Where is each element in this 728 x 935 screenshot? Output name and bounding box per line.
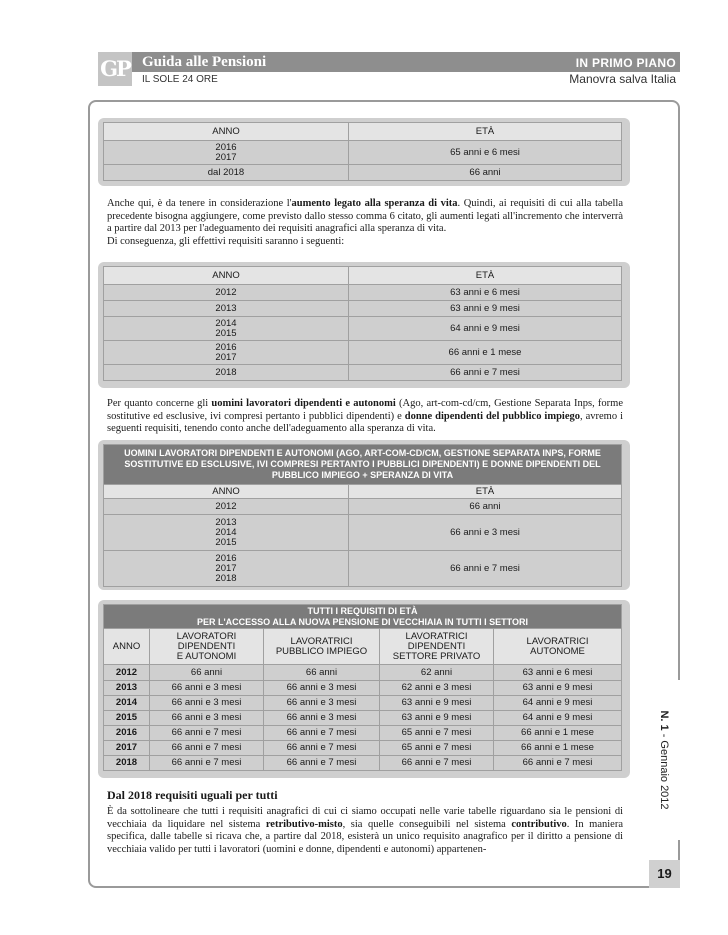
table-cell: 66 anni e 7 mesi — [264, 726, 380, 741]
text-span: Anche qui, è da tenere in considerazione l' — [107, 198, 292, 209]
text-span: (Ago, art-com-cd/cm, Gestione Separata Inps, forme sostitutive ed esclusive, ivi compresi pertanto i pubblici dipendenti) e — [107, 398, 623, 422]
table2-header-anno: ANNO — [104, 267, 349, 285]
paragraph-requisiti-uguali — [107, 806, 623, 856]
table-cell: 2012 — [104, 285, 349, 301]
table-cell: 66 anni — [349, 499, 622, 515]
table-cell: 2015 — [104, 711, 150, 726]
table1 — [103, 122, 622, 181]
issue-date: - Gennaio 2012 — [658, 733, 670, 810]
text-span: , sia quelle conseguibili nel sistema — [342, 818, 512, 830]
table2-header-eta: ETÀ — [349, 267, 622, 285]
table-cell: 66 anni e 7 mesi — [494, 756, 622, 771]
table-row — [104, 741, 622, 756]
table-cell: 65 anni e 6 mesi — [349, 141, 622, 165]
bold-span: contributivo — [511, 818, 567, 830]
table-cell: 64 anni e 9 mesi — [494, 711, 622, 726]
table-cell: 2012 — [104, 665, 150, 681]
table-cell: 65 anni e 7 mesi — [380, 726, 494, 741]
table-cell: dal 2018 — [104, 165, 349, 181]
table-cell: 63 anni e 9 mesi — [494, 681, 622, 696]
issue-date-label — [658, 685, 670, 835]
guide-logo: GP — [98, 52, 132, 86]
table-cell: 66 anni e 3 mesi — [150, 681, 264, 696]
table-cell: 2018 — [104, 756, 150, 771]
table-cell: 66 anni e 3 mesi — [349, 515, 622, 551]
table-cell: 66 anni e 3 mesi — [150, 711, 264, 726]
table3-header-anno: ANNO — [104, 485, 349, 499]
table-cell: 2016 2017 2018 — [104, 551, 349, 587]
table4-header: ANNO — [104, 629, 150, 665]
table-cell: 2018 — [104, 365, 349, 381]
table-cell: 63 anni e 9 mesi — [349, 301, 622, 317]
table-cell: 66 anni e 7 mesi — [150, 741, 264, 756]
table-row — [104, 726, 622, 741]
section-label: IN PRIMO PIANO — [575, 56, 676, 70]
table-cell: 66 anni e 1 mese — [494, 741, 622, 756]
table-cell: 66 anni e 1 mese — [494, 726, 622, 741]
table-cell: 2016 2017 — [104, 141, 349, 165]
table-cell: 63 anni e 9 mesi — [380, 696, 494, 711]
table-cell: 66 anni e 7 mesi — [150, 756, 264, 771]
table4-header: LAVORATRICI PUBBLICO IMPIEGO — [264, 629, 380, 665]
guide-title: Guida alle Pensioni — [142, 54, 267, 70]
table-row — [104, 665, 622, 681]
table-cell: 63 anni e 6 mesi — [349, 285, 622, 301]
table1-header-anno: ANNO — [104, 123, 349, 141]
table-cell: 66 anni e 3 mesi — [264, 711, 380, 726]
table3-title: UOMINI LAVORATORI DIPENDENTI E AUTONOMI (AGO, ART-COM-CD/CM, GESTIONE SEPARATA INPS, FORME SOSTITUTIVE ED ESCLUSIVE, IVI COMPRESI PERTANTO I PUBBLICI DIPENDENTI) E DONNE DIPENDENTI DEL PUBBLICO IMPIEGO + SPERANZA DI VITA — [104, 445, 622, 485]
table4-title-line1: TUTTI I REQUISITI DI ETÀ — [307, 605, 418, 616]
table1-header-eta: ETÀ — [349, 123, 622, 141]
bold-span: aumento legato alla speranza di vita — [291, 198, 458, 209]
table-cell: 66 anni e 7 mesi — [264, 756, 380, 771]
table-cell: 2012 — [104, 499, 349, 515]
table-cell: 2014 — [104, 696, 150, 711]
table-cell: 66 anni e 7 mesi — [349, 551, 622, 587]
table-row — [104, 756, 622, 771]
table-cell: 66 anni e 3 mesi — [264, 681, 380, 696]
table3 — [103, 444, 622, 587]
text-span: , avremo i seguenti requisiti, tenendo conto anche dell'adeguamento alla speranza di vita. — [107, 410, 623, 434]
table-cell: 66 anni e 7 mesi — [150, 726, 264, 741]
table-cell: 64 anni e 9 mesi — [349, 317, 622, 341]
table-cell: 2013 — [104, 681, 150, 696]
table4 — [103, 604, 622, 771]
paragraph-speranza-vita — [107, 198, 623, 248]
table-row — [104, 696, 622, 711]
table4-header: LAVORATORI DIPENDENTI E AUTONOMI — [150, 629, 264, 665]
table2 — [103, 266, 622, 381]
table-cell: 66 anni e 7 mesi — [349, 365, 622, 381]
table-cell: 63 anni e 9 mesi — [380, 711, 494, 726]
table4-title — [104, 605, 622, 629]
table-cell: 63 anni e 6 mesi — [494, 665, 622, 681]
table4-title-line2: PER L'ACCESSO ALLA NUOVA PENSIONE DI VECCHIAIA IN TUTTI I SETTORI — [197, 616, 528, 627]
bold-span: donne dipendenti del pubblico impiego — [404, 410, 581, 422]
table-cell: 66 anni e 7 mesi — [380, 756, 494, 771]
table-cell: 66 anni e 7 mesi — [264, 741, 380, 756]
text-span: . In maniera specifica, dalle tabelle si ricava che, a partire dal 2018, esisterà un unico requisito anagrafico per il diritto a pensione di vecchiaia valido per tutti i lavoratori (uomini e donne, dipendenti e autonomi) appartenen- — [107, 818, 623, 855]
paragraph-uomini-lavoratori — [107, 398, 623, 436]
text-span: È da sottolineare che tutti i requisiti anagrafici di cui ci siamo occupati nelle varie tabelle riguardano sia le pensioni di vecchiaia da liquidare nel sistema — [107, 806, 623, 830]
table-cell: 66 anni e 3 mesi — [150, 696, 264, 711]
table-cell: 62 anni — [380, 665, 494, 681]
table-cell: 2016 — [104, 726, 150, 741]
page-number: 19 — [649, 860, 680, 888]
subsection-label: Manovra salva Italia — [569, 72, 676, 86]
section-heading: Dal 2018 requisiti uguali per tutti — [107, 788, 278, 802]
table-cell: 2014 2015 — [104, 317, 349, 341]
bold-span: uomini lavoratori dipendenti e autonomi — [211, 398, 396, 409]
table-cell: 66 anni e 1 mese — [349, 341, 622, 365]
text-span: Per quanto concerne gli — [107, 398, 212, 409]
text-span: Di conseguenza, gli effettivi requisiti saranno i seguenti: — [107, 235, 345, 247]
table-cell: 2017 — [104, 741, 150, 756]
table-cell: 66 anni — [150, 665, 264, 681]
publisher-label: IL SOLE 24 ORE — [142, 74, 218, 85]
table-cell: 65 anni e 7 mesi — [380, 741, 494, 756]
table-cell: 66 anni — [349, 165, 622, 181]
table3-header-eta: ETÀ — [349, 485, 622, 499]
table-cell: 66 anni — [264, 665, 380, 681]
table-cell: 62 anni e 3 mesi — [380, 681, 494, 696]
table-cell: 2013 — [104, 301, 349, 317]
table-row — [104, 711, 622, 726]
table-cell: 66 anni e 3 mesi — [264, 696, 380, 711]
text-span: . Quindi, ai requisiti di cui alla tabella precedente bisogna aggiungere, come previsto dallo stesso comma 6 citato, gli aumenti legati all'incremento che interverrà a partire dal 2013 per l'adeguamento dei requisiti anagrafici alla speranza di vita. — [107, 198, 623, 234]
bold-span: retributivo-misto — [265, 818, 343, 830]
table4-header: LAVORATRICI DIPENDENTI SETTORE PRIVATO — [380, 629, 494, 665]
table-row — [104, 681, 622, 696]
table-cell: 64 anni e 9 mesi — [494, 696, 622, 711]
issue-number: N. 1 — [658, 710, 670, 731]
table-cell: 2016 2017 — [104, 341, 349, 365]
table-cell: 2013 2014 2015 — [104, 515, 349, 551]
table4-header: LAVORATRICI AUTONOME — [494, 629, 622, 665]
